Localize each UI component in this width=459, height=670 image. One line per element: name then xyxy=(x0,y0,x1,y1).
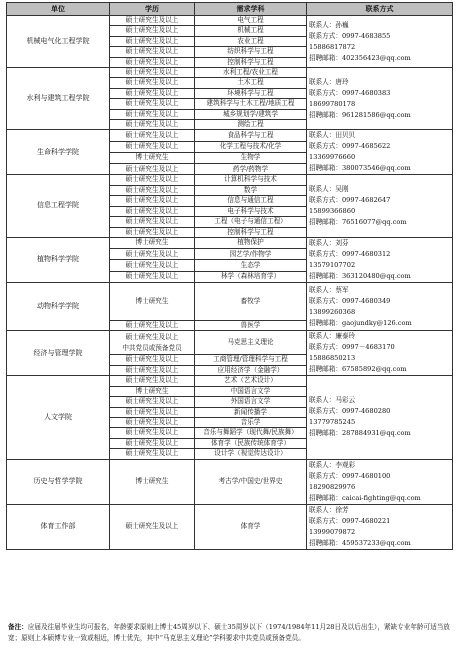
table-row xyxy=(7,68,453,78)
subject-cell: 工商管理/管理科学与工程 xyxy=(195,354,307,365)
subject-cell: 生态学 xyxy=(195,260,307,271)
unit-cell: 信息工程学院 xyxy=(7,175,110,237)
subject-cell: 城乡规划学/建筑学 xyxy=(195,109,307,119)
subject-cell: 电子科学与技术 xyxy=(195,206,307,216)
education-cell: 硕士研究生及以上 xyxy=(110,217,195,227)
subject-cell: 生物学 xyxy=(195,152,307,163)
education-cell: 硕士研究生及以上 xyxy=(110,16,195,26)
education-cell: 硕士研究生及以上 xyxy=(110,164,195,175)
contact-person: 联系人：徐芳 xyxy=(309,505,349,514)
contact-cell xyxy=(307,175,453,237)
contact-cell xyxy=(307,504,453,549)
education-cell: 硕士研究生及以上 xyxy=(110,504,195,549)
contact-phone: 联系方式：0997－4683170 xyxy=(309,343,395,352)
unit-cell: 水利与建筑工程学院 xyxy=(7,68,110,130)
education-cell: 硕士研究生及以上 xyxy=(110,365,195,376)
education-cell: 硕士研究生及以上 xyxy=(110,438,195,448)
education-cell: 博士研究生 xyxy=(110,237,195,248)
contact-person: 联系人：孙巍 xyxy=(309,20,349,29)
contact-phone: 13899260368 xyxy=(309,307,356,316)
subject-cell: 化学工程与技术/化学 xyxy=(195,141,307,152)
education-cell: 硕士研究生及以上 xyxy=(110,206,195,216)
subject-cell: 外国语言文学 xyxy=(195,397,307,407)
contact-person: 联系人：田贝贝 xyxy=(309,131,356,140)
contact-phone: 15886817872 xyxy=(309,42,356,51)
table-row xyxy=(7,282,453,320)
contact-cell xyxy=(307,331,453,376)
education-cell: 硕士研究生及以上 xyxy=(110,47,195,57)
subject-cell: 纺织科学与工程 xyxy=(195,47,307,57)
contact-email[interactable]: 招聘邮箱：caicai-fighting@qq.com xyxy=(309,493,421,502)
subject-cell: 控制科学与工程 xyxy=(195,227,307,237)
table-row xyxy=(7,504,453,549)
unit-cell: 机械电气化工程学院 xyxy=(7,16,110,68)
contact-email[interactable]: 招聘邮箱：459537233@qq.com xyxy=(309,538,411,547)
unit-cell: 经济与管理学院 xyxy=(7,331,110,376)
subject-cell: 建筑科学与土木工程/地质工程 xyxy=(195,99,307,109)
unit-cell: 生命科学学院 xyxy=(7,130,110,175)
subject-cell: 林学（森林培育学） xyxy=(195,271,307,282)
subject-cell: 应用经济学（金融学） xyxy=(195,365,307,376)
subject-cell: 马克思主义理论 xyxy=(195,331,307,355)
contact-cell xyxy=(307,130,453,175)
contact-email[interactable]: 招聘邮箱：76516077@qq.com xyxy=(309,218,407,227)
unit-cell: 体育工作部 xyxy=(7,504,110,549)
contact-phone: 13369976660 xyxy=(309,153,356,162)
contact-phone: 13779785245 xyxy=(309,418,356,427)
education-cell: 博士研究生 xyxy=(110,282,195,320)
table-row xyxy=(7,130,453,141)
header-education: 学历 xyxy=(110,3,195,16)
subject-cell: 考古学/中国史/世界史 xyxy=(195,459,307,504)
header-unit: 单位 xyxy=(7,3,110,16)
education-note: 中共党员或预备党员 xyxy=(122,343,182,352)
education-cell: 博士研究生 xyxy=(110,386,195,396)
contact-phone: 联系方式：0997-4680280 xyxy=(309,407,391,416)
education-cell: 硕士研究生及以上 xyxy=(110,260,195,271)
subject-cell: 机械工程 xyxy=(195,26,307,36)
table-row xyxy=(7,459,453,504)
education-cell: 硕士研究生及以上 xyxy=(110,88,195,98)
subject-cell: 植物保护 xyxy=(195,237,307,248)
contact-phone: 联系方式：0997-4680349 xyxy=(309,296,391,305)
contact-email[interactable]: 招聘邮箱：gaojundky@126.com xyxy=(309,318,412,327)
subject-cell: 环境科学与工程 xyxy=(195,88,307,98)
subject-cell: 控制科学与工程 xyxy=(195,57,307,67)
education-cell: 硕士研究生及以上 xyxy=(110,68,195,78)
education-cell: 硕士研究生及以上 xyxy=(110,271,195,282)
contact-email[interactable]: 招聘邮箱：287884931@qq.com xyxy=(309,429,411,438)
subject-cell: 音乐学 xyxy=(195,417,307,427)
contact-person: 联系人：蔡军 xyxy=(309,285,349,294)
subject-cell: 体育学 xyxy=(195,504,307,549)
subject-cell: 计算机科学与技术 xyxy=(195,175,307,185)
contact-phone: 联系方式：0997-4683855 xyxy=(309,31,391,40)
education-cell: 硕士研究生及以上 xyxy=(110,227,195,237)
contact-email[interactable]: 招聘邮箱：402356423@qq.com xyxy=(309,53,411,62)
table-row xyxy=(7,175,453,185)
table-row xyxy=(7,376,453,386)
unit-cell: 动物科学学院 xyxy=(7,282,110,330)
education-cell: 硕士研究生及以上 xyxy=(110,428,195,438)
subject-cell: 音乐与舞蹈学（现代舞/民族舞） xyxy=(195,428,307,438)
unit-cell: 人文学院 xyxy=(7,376,110,459)
contact-email[interactable]: 招聘邮箱：67585892@qq.com xyxy=(309,365,407,374)
subject-cell: 新闻传播学 xyxy=(195,407,307,417)
contact-cell xyxy=(307,68,453,130)
contact-person: 联系人：廉泰玲 xyxy=(309,332,356,341)
contact-phone: 联系方式：0997-4680221 xyxy=(309,516,391,525)
contact-email[interactable]: 招聘邮箱：380073546@qq.com xyxy=(309,164,411,173)
education-cell: 博士研究生 xyxy=(110,459,195,504)
contact-cell xyxy=(307,376,453,459)
contact-person: 联系人：吴刚 xyxy=(309,185,349,194)
education-cell: 硕士研究生及以上 xyxy=(110,175,195,185)
subject-cell: 土木工程 xyxy=(195,78,307,88)
education-cell: 硕士研究生及以上 xyxy=(110,109,195,119)
footnote-label: 备注： xyxy=(8,623,28,631)
table-header-row xyxy=(7,3,453,16)
education-cell: 硕士研究生及以上 xyxy=(110,376,195,386)
contact-email[interactable]: 招聘邮箱：961281586@qq.com xyxy=(309,110,411,119)
subject-cell: 水利工程/农业工程 xyxy=(195,68,307,78)
subject-cell: 园艺学/作物学 xyxy=(195,249,307,260)
subject-cell: 药学/药物学 xyxy=(195,164,307,175)
education-cell xyxy=(110,331,195,355)
contact-phone: 13999079872 xyxy=(309,527,356,536)
education-cell: 硕士研究生及以上 xyxy=(110,78,195,88)
education-cell: 博士研究生 xyxy=(110,152,195,163)
education-cell: 硕士研究生及以上 xyxy=(110,99,195,109)
subject-cell: 农业工程 xyxy=(195,36,307,46)
contact-phone: 联系方式：0997-4680383 xyxy=(309,88,391,97)
table-body xyxy=(7,16,453,550)
subject-cell: 电气工程 xyxy=(195,16,307,26)
education-cell: 硕士研究生及以上 xyxy=(110,26,195,36)
subject-cell: 艺术（艺术设计） xyxy=(195,376,307,386)
contact-phone: 13579107702 xyxy=(309,260,356,269)
subject-cell: 测绘工程 xyxy=(195,120,307,130)
contact-phone: 18699780178 xyxy=(309,99,356,108)
contact-email[interactable]: 招聘邮箱：363120480@qq.com xyxy=(309,271,411,280)
education-cell: 硕士研究生及以上 xyxy=(110,449,195,459)
footnote xyxy=(8,622,450,644)
recruitment-table xyxy=(6,2,453,550)
header-contact: 联系方式 xyxy=(307,3,453,16)
subject-cell: 信息与通信工程 xyxy=(195,196,307,206)
table-row xyxy=(7,16,453,26)
contact-phone: 联系方式：0997-4680100 xyxy=(309,471,391,480)
education-cell: 硕士研究生及以上 xyxy=(110,354,195,365)
contact-phone: 联系方式：0997-4680312 xyxy=(309,249,391,258)
education-cell: 硕士研究生及以上 xyxy=(110,320,195,330)
subject-cell: 食品科学与工程 xyxy=(195,130,307,141)
unit-cell: 历史与哲学学院 xyxy=(7,459,110,504)
contact-cell xyxy=(307,459,453,504)
education-cell: 硕士研究生及以上 xyxy=(110,249,195,260)
education-cell: 硕士研究生及以上 xyxy=(110,36,195,46)
contact-cell xyxy=(307,16,453,68)
education-cell: 硕士研究生及以上 xyxy=(110,397,195,407)
contact-cell xyxy=(307,237,453,282)
subject-cell: 工程（电子与通信工程） xyxy=(195,217,307,227)
contact-phone: 联系方式：0997-4685622 xyxy=(309,142,391,151)
footnote-text: 应届及往届毕业生均可报名，年龄要求原则上博士45周岁以下、硕士35周岁以下（1974/1984年11月28日及以后出生），紧缺专业年龄可适当放宽；原则上本硕博专业一致或相近，博士优先，其中“马克思主义理论”学科要求中共党员或预备党员。 xyxy=(8,623,450,642)
header-subject: 需求学科 xyxy=(195,3,307,16)
education-cell: 硕士研究生及以上 xyxy=(110,185,195,195)
contact-person: 联系人：刘芬 xyxy=(309,238,349,247)
education-cell: 硕士研究生及以上 xyxy=(110,196,195,206)
education-text: 硕士研究生及以上 xyxy=(125,332,179,341)
contact-cell xyxy=(307,282,453,330)
education-cell: 硕士研究生及以上 xyxy=(110,130,195,141)
subject-cell: 数学 xyxy=(195,185,307,195)
subject-cell: 中国语言文学 xyxy=(195,386,307,396)
education-cell: 硕士研究生及以上 xyxy=(110,57,195,67)
table-row xyxy=(7,331,453,355)
subject-cell: 体育学（民族传统体育学） xyxy=(195,438,307,448)
education-cell: 硕士研究生及以上 xyxy=(110,407,195,417)
contact-phone: 15886850213 xyxy=(309,354,356,363)
education-cell: 硕士研究生及以上 xyxy=(110,141,195,152)
subject-cell: 设计学（视觉传达设计） xyxy=(195,449,307,459)
contact-phone: 15899366860 xyxy=(309,207,356,216)
table-row xyxy=(7,237,453,248)
contact-phone: 18290829976 xyxy=(309,482,356,491)
contact-person: 联系人：李观彩 xyxy=(309,460,356,469)
subject-cell: 畜牧学 xyxy=(195,282,307,320)
unit-cell: 植物科学学院 xyxy=(7,237,110,282)
education-cell: 硕士研究生及以上 xyxy=(110,120,195,130)
contact-person: 联系人：马彩云 xyxy=(309,396,356,405)
contact-phone: 联系方式：0997-4682647 xyxy=(309,196,391,205)
contact-person: 联系人：唐玲 xyxy=(309,77,349,86)
subject-cell: 兽医学 xyxy=(195,320,307,330)
education-cell: 硕士研究生及以上 xyxy=(110,417,195,427)
